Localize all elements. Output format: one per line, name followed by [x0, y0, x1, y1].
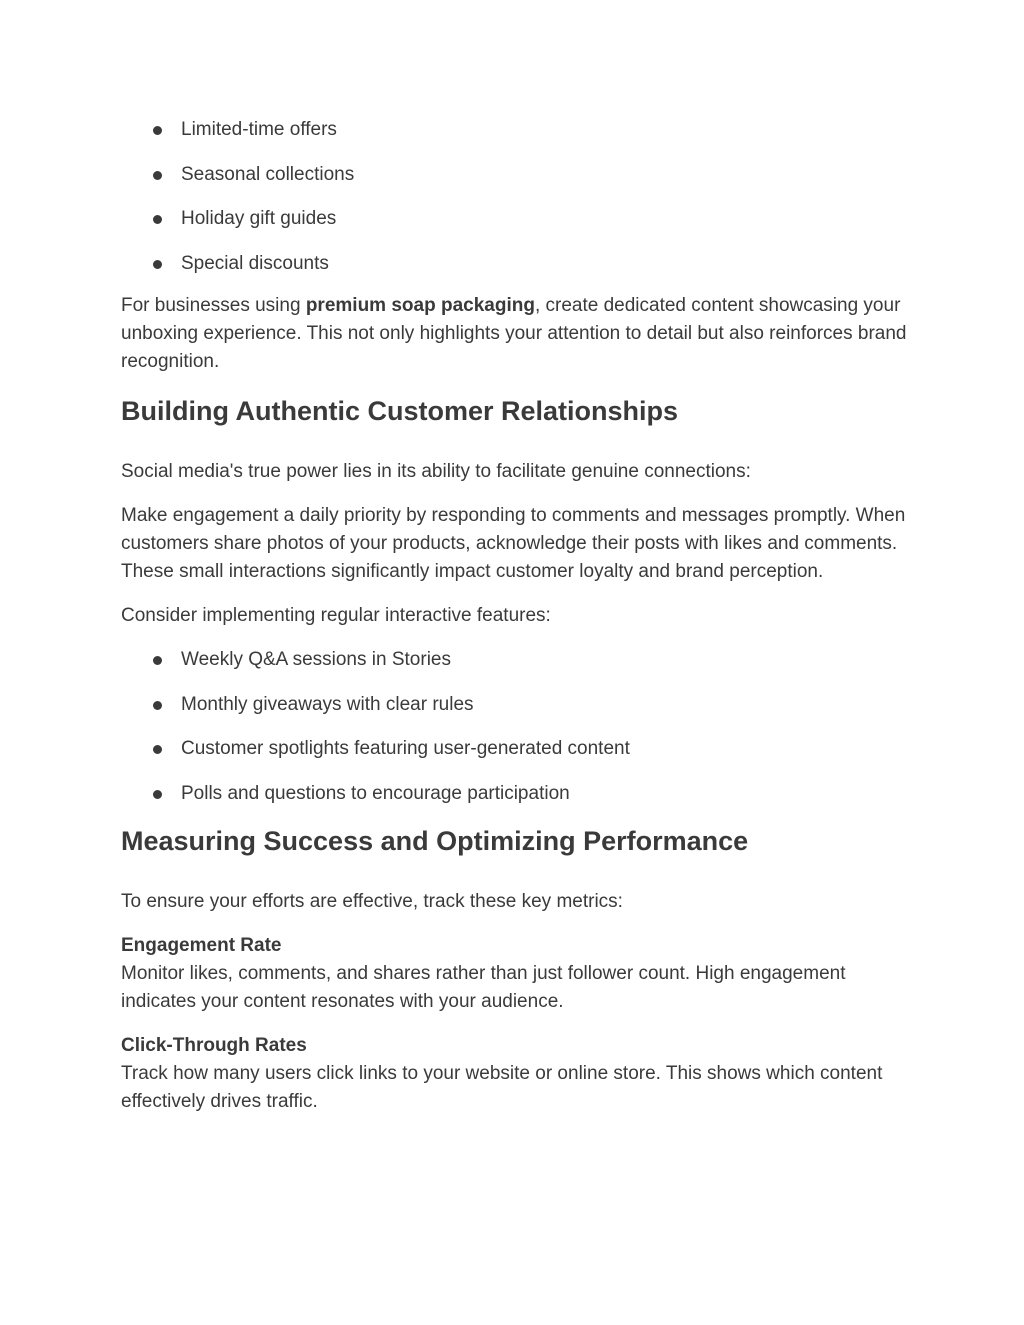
bullet-icon	[153, 656, 162, 665]
bullet-icon	[153, 790, 162, 799]
bullet-icon	[153, 126, 162, 135]
metric-click-through	[121, 1032, 911, 1116]
measuring-intro: To ensure your efforts are effective, track these key metrics:	[121, 891, 623, 912]
list-item: Special discounts	[121, 250, 911, 278]
bullet-icon	[153, 701, 162, 710]
metric-text: Track how many users click links to your website or online store. This shows which content effectively drives traffic.	[121, 1063, 883, 1112]
bullet-icon	[153, 260, 162, 269]
list-item: Limited-time offers	[121, 116, 911, 144]
list-item: Monthly giveaways with clear rules	[121, 691, 911, 719]
section-heading-measuring: Measuring Success and Optimizing Performance	[121, 826, 749, 856]
bullet-icon	[153, 171, 162, 180]
relationships-intro: Social media's true power lies in its ability to facilitate genuine connections:	[121, 461, 751, 482]
packaging-keyword: premium soap packaging	[305, 295, 535, 316]
list-item: Seasonal collections	[121, 161, 911, 189]
metric-title: Click-Through Rates	[121, 1035, 307, 1056]
section-heading-relationships: Building Authentic Customer Relationships	[121, 396, 679, 426]
bullet-icon	[153, 215, 162, 224]
metric-text: Monitor likes, comments, and shares rather than just follower count. High engagement indicates your content resonates with your audience.	[121, 963, 846, 1012]
packaging-paragraph: For businesses using premium soap packaging, create dedicated content showcasing your unboxing experience. This not only highlights your attention to detail but also reinforces brand recognition.	[121, 295, 907, 372]
list-item: Holiday gift guides	[121, 205, 911, 233]
metric-engagement-rate	[121, 932, 911, 1016]
list-item: Customer spotlights featuring user-generated content	[121, 735, 911, 763]
metric-title: Engagement Rate	[121, 935, 282, 956]
features-intro: Consider implementing regular interactive features:	[121, 605, 551, 626]
list-item: Weekly Q&A sessions in Stories	[121, 646, 911, 674]
bullet-icon	[153, 745, 162, 754]
offers-list	[121, 116, 911, 278]
relationships-paragraph: Make engagement a daily priority by responding to comments and messages promptly. When customers share photos of your products, acknowledge their posts with likes and comments. These small interactions significantly impact customer loyalty and brand perception.	[121, 505, 906, 582]
list-item: Polls and questions to encourage participation	[121, 780, 911, 808]
features-list	[121, 646, 911, 808]
document-page	[121, 116, 911, 1132]
